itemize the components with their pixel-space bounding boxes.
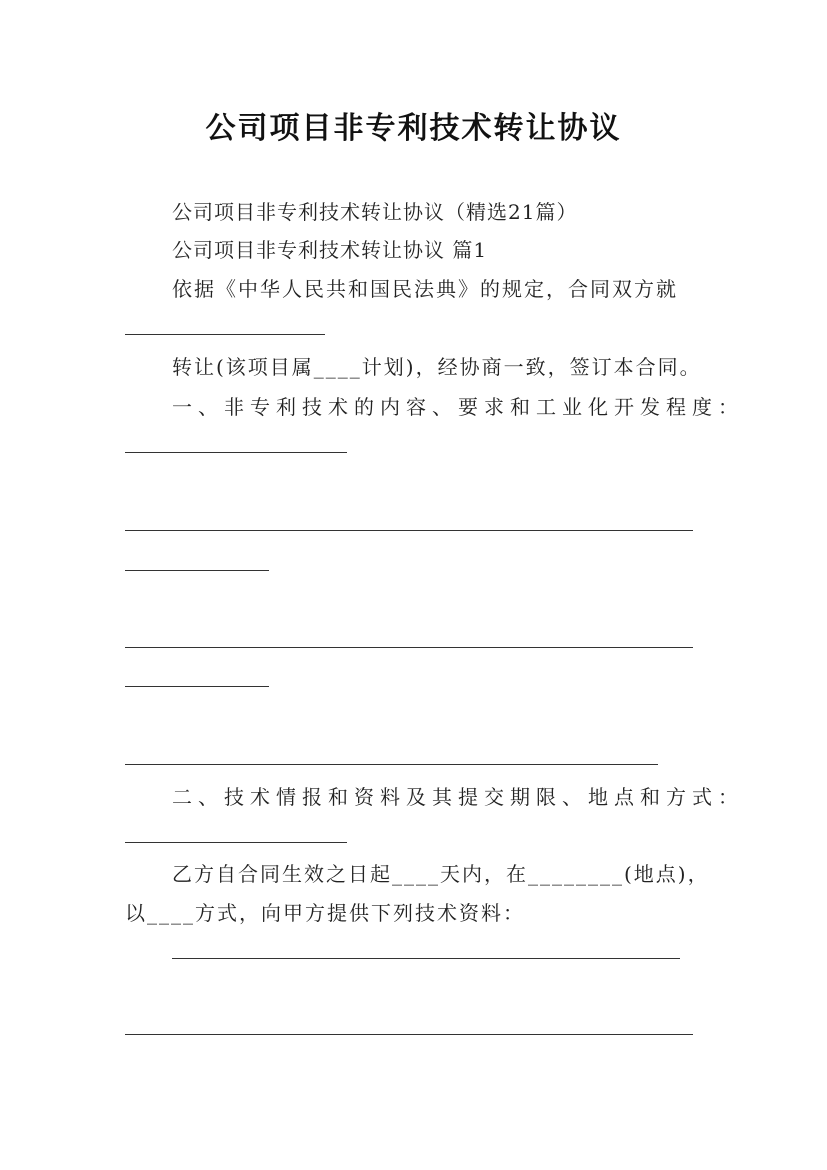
paragraph-basis: 依据《中华人民共和国民法典》的规定，合同双方就 [172, 277, 678, 301]
fill-blank-line [125, 452, 347, 453]
fill-blank-line [172, 958, 680, 959]
paragraph-transfer: 转让(该项目属____计划)，经协商一致，签订本合同。 [172, 355, 702, 379]
paragraph-party-b-line1: 乙方自合同生效之日起____天内，在________(地点)， [172, 862, 710, 886]
section-2-heading: 二、技术情报和资料及其提交期限、地点和方式： [172, 785, 744, 809]
fill-blank-line [125, 686, 269, 687]
document-title: 公司项目非专利技术转让协议 [205, 111, 622, 146]
section-1-heading: 一、非专利技术的内容、要求和工业化开发程度： [172, 395, 744, 419]
fill-blank-line [125, 570, 269, 571]
fill-blank-line [125, 842, 347, 843]
fill-blank-line [125, 1034, 693, 1035]
fill-blank-line [125, 334, 325, 335]
paragraph-party-b-line2: 以____方式，向甲方提供下列技术资料： [125, 901, 525, 925]
fill-blank-line [125, 530, 693, 531]
chapter-heading: 公司项目非专利技术转让协议 篇1 [172, 238, 488, 262]
document-subtitle: 公司项目非专利技术转让协议（精选21篇） [172, 200, 578, 224]
fill-blank-line [125, 647, 693, 648]
fill-blank-line [125, 764, 658, 765]
